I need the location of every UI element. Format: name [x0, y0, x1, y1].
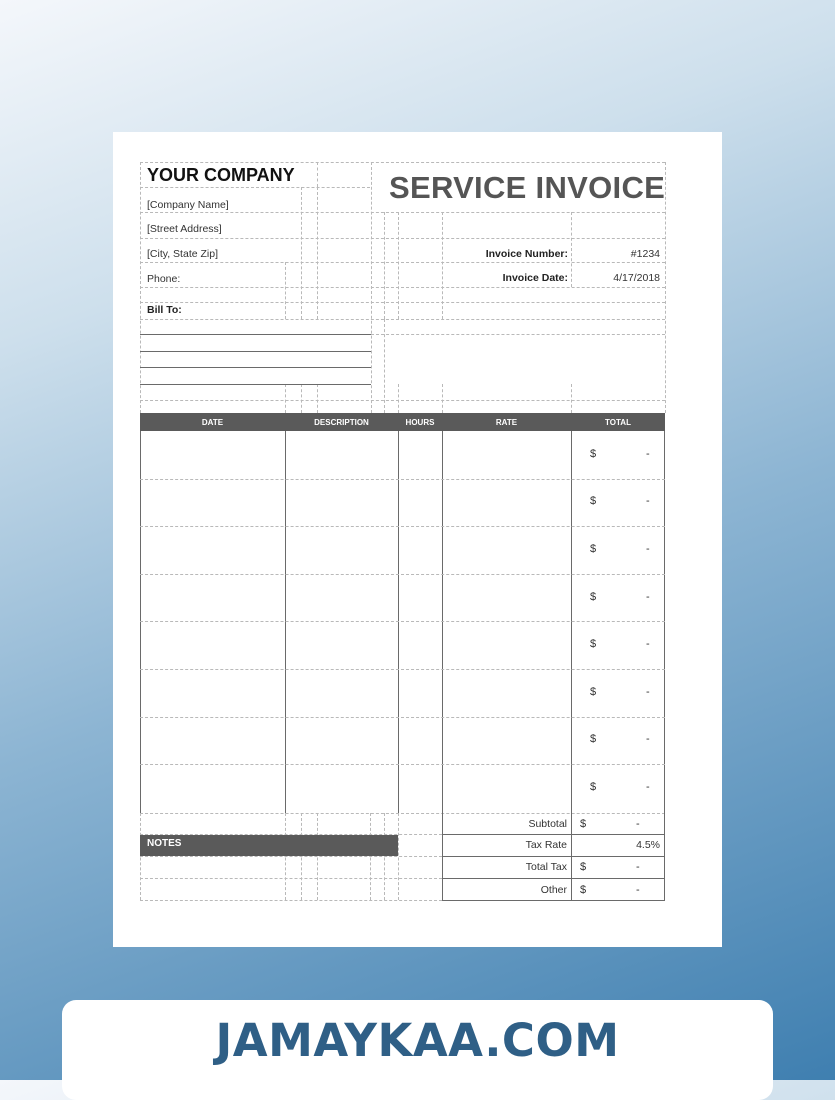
grid-line: [140, 162, 665, 163]
total-tax-label: Total Tax: [525, 861, 567, 873]
row-separator: [140, 574, 665, 575]
grid-line: [317, 813, 318, 900]
grid-line: [140, 238, 665, 239]
table-row[interactable]: [140, 621, 665, 669]
column-header-description: DESCRIPTION: [314, 418, 369, 427]
grid-line: [317, 187, 318, 319]
tax-rate-label: Tax Rate: [525, 839, 567, 851]
row-currency: $: [590, 638, 597, 651]
row-total[interactable]: -: [646, 733, 650, 746]
total-tax-currency: $: [580, 861, 587, 873]
table-row[interactable]: [140, 764, 665, 812]
invoice-date-value[interactable]: 4/17/2018: [613, 272, 660, 284]
other-currency: $: [580, 884, 587, 896]
grid-line: [442, 212, 443, 319]
grid-line: [301, 813, 302, 900]
bill-to-line: [140, 334, 371, 335]
grid-line: [140, 302, 665, 303]
row-total[interactable]: -: [646, 685, 650, 698]
table-row[interactable]: [140, 669, 665, 717]
tax-rate-value[interactable]: 4.5%: [636, 839, 660, 851]
totals-border: [571, 813, 572, 900]
grid-line: [140, 212, 665, 213]
grid-line: [285, 813, 286, 900]
grid-line: [140, 319, 665, 320]
column-header-rate: RATE: [495, 418, 518, 427]
grid-line: [301, 187, 302, 319]
subtotal-value[interactable]: -: [636, 818, 640, 830]
totals-border: [664, 813, 665, 900]
invoice-title: SERVICE INVOICE: [389, 170, 666, 205]
notes-label: NOTES: [147, 838, 182, 849]
grid-line: [398, 813, 399, 900]
table-row[interactable]: [140, 431, 665, 479]
company-heading: YOUR COMPANY: [147, 165, 295, 185]
table-row[interactable]: [140, 717, 665, 765]
table-row[interactable]: [140, 574, 665, 622]
grid-line: [140, 187, 370, 188]
grid-line: [140, 813, 141, 900]
street-address-field[interactable]: [Street Address]: [147, 223, 222, 235]
totals-border: [442, 878, 665, 879]
column-header-date: DATE: [201, 418, 224, 427]
row-currency: $: [590, 685, 597, 698]
row-total[interactable]: -: [646, 638, 650, 651]
grid-line: [140, 878, 442, 879]
other-label: Other: [540, 884, 567, 896]
row-currency: $: [590, 447, 597, 460]
brand-watermark: JAMAYKAA.COM: [215, 1014, 620, 1067]
grid-line: [301, 384, 302, 413]
row-separator: [140, 479, 665, 480]
grid-line: [317, 162, 318, 187]
bill-to-line: [140, 351, 371, 352]
column-header-total: TOTAL: [605, 418, 631, 427]
total-tax-value[interactable]: -: [636, 861, 640, 873]
bill-to-label: Bill To:: [147, 304, 182, 316]
phone-label: Phone:: [147, 273, 181, 285]
city-state-zip-field[interactable]: [City, State Zip]: [147, 248, 218, 260]
bill-to-line: [140, 384, 371, 385]
invoice-sheet: [113, 132, 722, 947]
subtotal-currency: $: [580, 818, 587, 830]
grid-line: [140, 287, 665, 288]
totals-border: [442, 856, 665, 857]
row-total[interactable]: -: [646, 780, 650, 793]
totals-border: [442, 900, 665, 901]
grid-line: [371, 334, 665, 335]
grid-line: [140, 856, 442, 857]
table-row[interactable]: [140, 479, 665, 527]
row-total[interactable]: -: [646, 590, 650, 603]
invoice-date-label: Invoice Date:: [502, 272, 568, 284]
invoice-grid: [113, 132, 722, 947]
invoice-number-value[interactable]: #1234: [630, 248, 660, 260]
other-value[interactable]: -: [636, 884, 640, 896]
row-separator: [140, 669, 665, 670]
grid-line: [285, 384, 286, 413]
row-currency: $: [590, 590, 597, 603]
table-row[interactable]: [140, 526, 665, 574]
grid-line: [442, 384, 443, 413]
grid-line: [370, 813, 371, 900]
row-currency: $: [590, 733, 597, 746]
grid-line: [140, 262, 665, 263]
grid-line: [384, 212, 385, 319]
grid-line: [384, 813, 385, 900]
column-header-hours: HOURS: [405, 418, 435, 427]
row-separator: [140, 526, 665, 527]
row-currency: $: [590, 780, 597, 793]
row-currency: $: [590, 542, 597, 555]
grid-line: [384, 319, 385, 413]
company-name-field[interactable]: [Company Name]: [147, 199, 229, 211]
row-separator: [140, 717, 665, 718]
grid-line: [398, 384, 399, 413]
row-total[interactable]: -: [646, 542, 650, 555]
grid-line: [317, 384, 318, 413]
subtotal-label: Subtotal: [528, 818, 567, 830]
grid-line: [140, 400, 665, 401]
row-separator: [140, 764, 665, 765]
grid-line: [571, 212, 572, 287]
grid-line: [140, 813, 665, 814]
grid-line: [140, 900, 442, 901]
invoice-number-label: Invoice Number:: [485, 248, 568, 260]
row-separator: [140, 621, 665, 622]
grid-line: [371, 162, 372, 413]
grid-line: [665, 162, 666, 413]
grid-line: [398, 212, 399, 319]
grid-line: [140, 162, 141, 413]
row-total[interactable]: -: [646, 447, 650, 460]
grid-line: [285, 262, 286, 319]
totals-border: [442, 834, 665, 835]
grid-line: [571, 384, 572, 413]
bill-to-line: [140, 367, 371, 368]
row-currency: $: [590, 495, 597, 508]
row-total[interactable]: -: [646, 495, 650, 508]
